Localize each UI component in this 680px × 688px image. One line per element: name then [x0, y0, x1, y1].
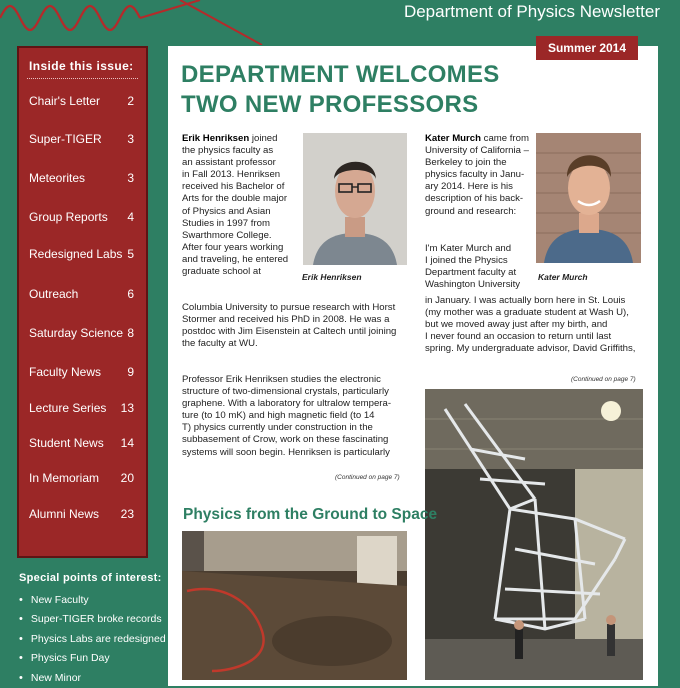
toc-item-label: Redesigned Labs — [29, 247, 123, 261]
toc-item-label: Outreach — [29, 287, 79, 301]
toc-heading: Inside this issue: — [29, 59, 134, 73]
toc-item-page: 9 — [127, 365, 134, 379]
henriksen-paragraph-continued: Columbia University to pursue research with Horst Stormer and received his PhD in 2008. He was a postdoc with Jim Eisenstein at Caltech until joining the faculty at WU. — [182, 302, 397, 350]
toc-item[interactable] — [29, 208, 134, 226]
toc-item-label: Saturday Science — [29, 326, 124, 340]
toc-item[interactable] — [29, 363, 134, 381]
toc-item-label: Student News — [29, 436, 104, 450]
toc-item[interactable] — [29, 434, 134, 452]
murch-continued-note: (Continued on page 7) — [571, 376, 636, 383]
points-of-interest-list — [19, 590, 166, 688]
toc-item[interactable] — [29, 469, 134, 487]
toc-item-page: 4 — [127, 210, 134, 224]
toc-item-page: 5 — [127, 247, 134, 261]
henriksen-caption: Erik Henriksen — [302, 272, 362, 282]
toc-item-page: 3 — [127, 132, 134, 146]
toc-item[interactable] — [29, 169, 134, 187]
toc-item-page: 14 — [120, 436, 134, 450]
toc-item-label: Group Reports — [29, 210, 108, 224]
toc-item-page: 23 — [120, 507, 134, 521]
murch-portrait-photo — [536, 133, 641, 263]
henriksen-research-paragraph: Professor Erik Henriksen studies the electronic structure of two-dimensional crystals, particularly graphene. With a laboratory for ultralow tempera- ture (to 10 mK) and high magnetic field (to 14 T) physics currently under construction in the subbasement of Crow, work on these fascinating systems will soon begin. Henriksen is particularly — [182, 374, 392, 458]
murch-caption: Kater Murch — [538, 272, 588, 282]
toc-item-label: Meteorites — [29, 171, 86, 185]
inside-this-issue-box — [17, 46, 148, 558]
toc-item-page: 2 — [127, 94, 134, 108]
points-of-interest-heading: Special points of interest: — [19, 572, 162, 584]
murch-intro-paragraph: Kater Murch came from University of California – Berkeley to join the physics faculty in Janu- ary 2014. Here is his description of his back- ground and research: — [425, 133, 529, 217]
murch-paragraph-continued: in January. I was actually born here in St. Louis (my mother was a graduate student at Wash U), but we moved away just after my birth, and I never found an occasion to return until last spring. My undergraduate advisor, David Griffiths, — [425, 295, 636, 355]
points-of-interest-item: • New Minor — [19, 668, 166, 688]
toc-item-page: 8 — [127, 326, 134, 340]
toc-item-page: 3 — [127, 171, 134, 185]
toc-item-page: 6 — [127, 287, 134, 301]
toc-item-label: Lecture Series — [29, 401, 107, 415]
lab-excavation-photo — [182, 531, 407, 680]
murch-intro-statement: I'm Kater Murch and I joined the Physics Department faculty at Washington University — [425, 243, 521, 291]
points-of-interest-item: • Physics Fun Day — [19, 649, 166, 669]
issue-badge: Summer 2014 — [536, 36, 638, 60]
henriksen-intro-paragraph: Erik Henriksen joined the physics faculty as an assistant professor in Fall 2013. Henriksen received his Bachelor of Arts for the double major of Physics and Asian Studies in 1997 from Swarthmore College. After four years working and traveling, he entered graduate school at — [182, 133, 289, 278]
henriksen-continued-note: (Continued on page 7) — [335, 474, 400, 481]
henriksen-portrait-photo — [303, 133, 407, 265]
toc-item[interactable] — [29, 92, 134, 110]
person-name: Erik Henriksen — [182, 133, 252, 144]
toc-item-label: In Memoriam — [29, 471, 100, 485]
toc-item[interactable] — [29, 505, 134, 523]
toc-item[interactable] — [29, 324, 134, 342]
balloon-gondola-photo — [425, 389, 643, 680]
newsletter-title: Department of Physics Newsletter — [403, 2, 660, 21]
toc-item-label: Super-TIGER — [29, 132, 102, 146]
article-headline: DEPARTMENT WELCOMES TWO NEW PROFESSORS — [181, 61, 500, 118]
points-of-interest-item: • New Faculty — [19, 590, 166, 610]
toc-item[interactable] — [29, 130, 134, 148]
points-of-interest-item: • Physics Labs are redesigned — [19, 629, 166, 649]
toc-item[interactable] — [29, 285, 134, 303]
toc-item-label: Alumni News — [29, 507, 100, 521]
section-heading-ground-to-space: Physics from the Ground to Space — [183, 506, 438, 523]
person-name: Kater Murch — [425, 133, 484, 144]
toc-item-label: Chair's Letter — [29, 94, 100, 108]
toc-item-page: 13 — [120, 401, 134, 415]
toc-item-page: 20 — [120, 471, 134, 485]
toc-divider — [27, 78, 138, 79]
toc-item[interactable] — [29, 399, 134, 417]
toc-item-label: Faculty News — [29, 365, 102, 379]
toc-item[interactable] — [29, 245, 134, 263]
points-of-interest-item: • Super-TIGER broke records — [19, 610, 166, 630]
